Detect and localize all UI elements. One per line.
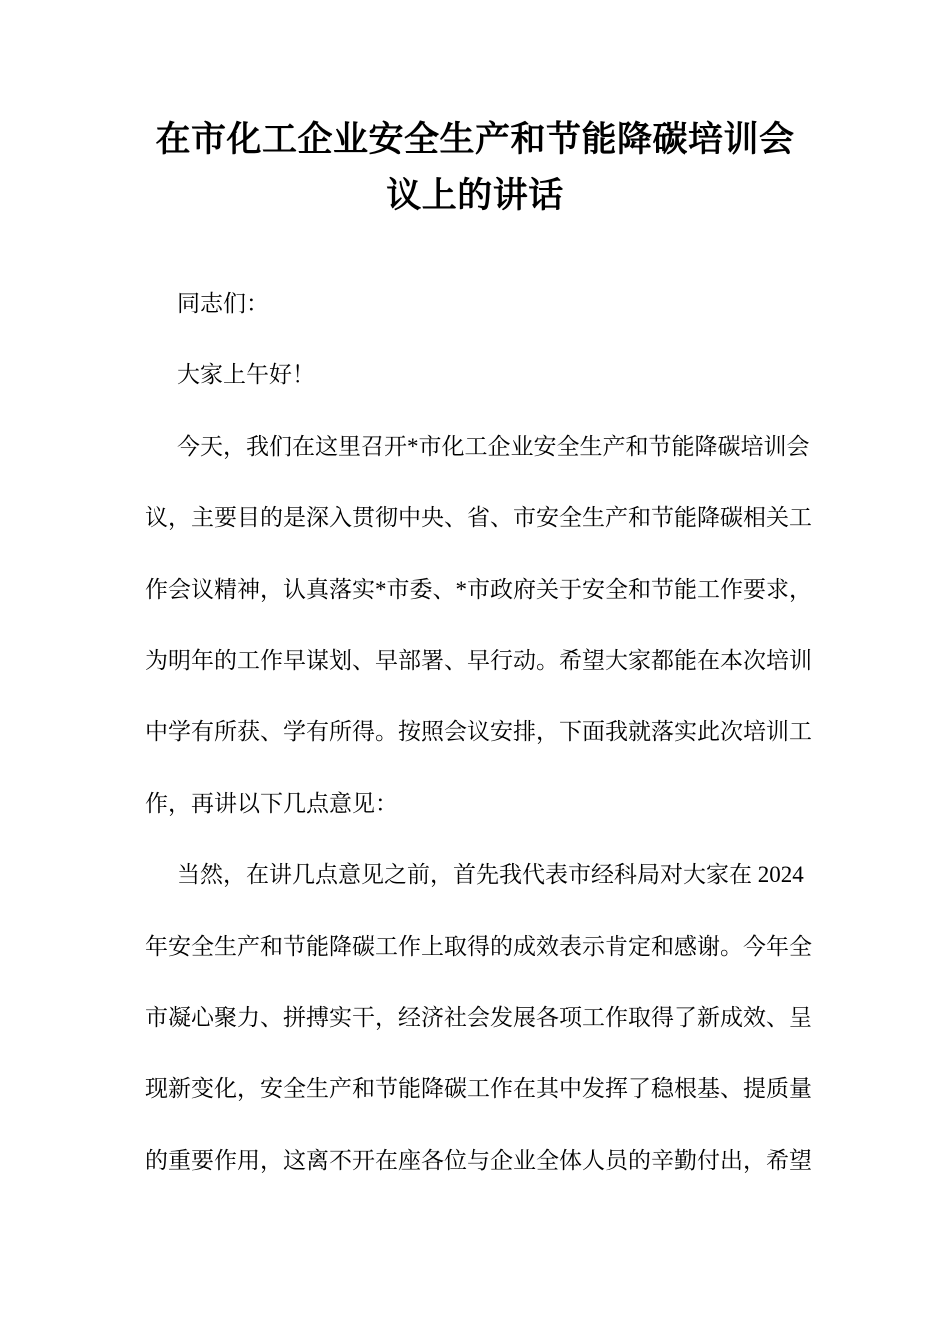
paragraph-1-line-1: 同志们： <box>177 291 269 316</box>
paragraph-3-line-3: 作会议精神，认真落实*市委、*市政府关于安全和节能工作要求， <box>145 576 812 602</box>
paragraph-2-line-1: 大家上午好！ <box>177 362 315 388</box>
paragraph-4-line-4: 现新变化，安全生产和节能降碳工作在其中发挥了稳根基、提质量 <box>145 1076 812 1102</box>
document-body <box>145 268 821 1196</box>
paragraph-4-line-1: 当然，在讲几点意见之前，首先我代表市经科局对大家在 2024 <box>177 862 804 888</box>
paragraph-3-line-5: 中学有所获、学有所得。按照会议安排，下面我就落实此次培训工 <box>145 719 812 745</box>
title-line-2: 议上的讲话 <box>386 176 564 215</box>
title-line-1: 在市化工企业安全生产和节能降碳培训会 <box>155 120 795 159</box>
paragraph-4-line-3: 市凝心聚力、拼搏实干，经济社会发展各项工作取得了新成效、呈 <box>145 1005 812 1031</box>
paragraph-3-line-4: 为明年的工作早谋划、早部署、早行动。希望大家都能在本次培训 <box>145 648 812 674</box>
document-title <box>75 112 875 224</box>
paragraph-3-line-1: 今天，我们在这里召开*市化工企业安全生产和节能降碳培训会 <box>177 433 810 459</box>
paragraph-4-line-5: 的重要作用，这离不开在座各位与企业全体人员的辛勤付出，希望 <box>145 1147 812 1173</box>
paragraph-4-line-2: 年安全生产和节能降碳工作上取得的成效表示肯定和感谢。今年全 <box>145 933 812 959</box>
paragraph-3-line-6: 作，再讲以下几点意见： <box>145 790 398 816</box>
paragraph-3-line-2: 议，主要目的是深入贯彻中央、省、市安全生产和节能降碳相关工 <box>145 505 812 531</box>
